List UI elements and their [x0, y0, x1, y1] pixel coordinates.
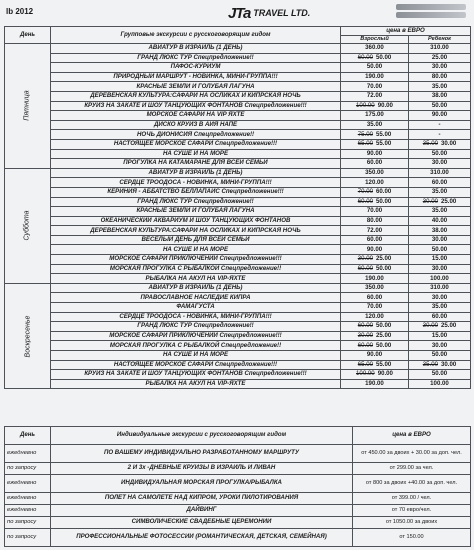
table-row: [5, 168, 471, 178]
table-row: [5, 130, 471, 140]
adult-price: 35.00: [366, 121, 383, 128]
table-row: [5, 226, 471, 236]
table-row: [5, 255, 471, 265]
adult-price-cell: [341, 178, 409, 188]
child-price-cell: [409, 139, 471, 149]
col-day-header: День: [5, 427, 51, 445]
child-old-price: 35.00: [422, 140, 438, 148]
child-price: 50.00: [431, 351, 448, 359]
child-price-cell: [409, 178, 471, 188]
excursion-name: АВИАТУР В ИЗРАИЛЬ (1 ДЕНЬ): [51, 44, 341, 54]
table-row: [5, 331, 471, 341]
child-price: 30.00: [431, 159, 448, 167]
price-cell: от 399.00 / чел.: [353, 493, 471, 505]
availability-cell: по запросу: [5, 529, 51, 547]
excursion-name: МОРСКОЕ САФАРИ ПРИКЛЮЧЕНИЙ Спецпредложение!!!: [51, 331, 341, 341]
col-adult-header: Взрослый: [341, 36, 409, 44]
excursion-name: СИМВОЛИЧЕСКИЕ СВАДЕБНЫЕ ЦЕРЕМОНИИ: [51, 517, 353, 529]
excursion-name: ГРАНД ЛЮКС ТУР Спецпредложение!!: [51, 322, 341, 332]
child-price-cell: [409, 44, 471, 54]
child-price: 30.00: [431, 236, 448, 244]
availability-cell: ежедневно: [5, 445, 51, 463]
adult-price: 175.00: [365, 111, 384, 119]
excursion-name: ПРОГУЛКА НА КАТАМАРАНЕ ДЛЯ ВСЕЙ СЕМЬИ: [51, 159, 341, 169]
child-price-cell: [409, 111, 471, 121]
child-price: 38.00: [431, 92, 448, 100]
adult-price-cell: [341, 303, 409, 313]
col-price-header: цена в ЕВРО: [353, 427, 471, 445]
child-price-cell: [409, 245, 471, 255]
excursion-name: МОРСКАЯ ПРОГУЛКА С РЫБАЛКОЙ Спецпредложение!!: [51, 264, 341, 274]
child-price-cell: [409, 293, 471, 303]
adult-price: 50.00: [376, 197, 392, 205]
child-price-cell: [409, 341, 471, 351]
table-row: [5, 341, 471, 351]
child-price: 25.00: [431, 53, 448, 61]
table2-row: [5, 517, 471, 529]
table-row: [5, 187, 471, 197]
child-price: -: [438, 130, 441, 138]
adult-price: 350.00: [365, 284, 384, 292]
adult-price: 55.00: [376, 140, 392, 148]
child-price: 30.00: [441, 360, 457, 368]
col-tours-header: Групповые экскурсии с русскоговорящим гидом: [51, 27, 341, 44]
adult-price-cell: [341, 149, 409, 159]
excursion-name: ИНДИВИДУАЛЬНАЯ МОРСКАЯ ПРОГУЛКА/РЫБАЛКА: [51, 475, 353, 493]
child-price: 25.00: [441, 322, 457, 330]
child-price-cell: [409, 130, 471, 140]
adult-price-cell: [341, 283, 409, 293]
logo-mark: JTa: [228, 4, 251, 22]
child-price: 35.00: [431, 188, 448, 196]
adult-price: 90.00: [366, 245, 383, 253]
table-row: [5, 207, 471, 217]
table2-row: [5, 529, 471, 547]
child-price: 30.00: [441, 140, 457, 148]
adult-price-cell: [341, 139, 409, 149]
adult-price: 60.00: [366, 159, 383, 167]
adult-price: 350.00: [365, 168, 384, 176]
excursion-name: ПОЛЕТ НА САМОЛЕТЕ НАД КИПРОМ, УРОКИ ПИЛОТИРОВАНИЯ: [51, 493, 353, 505]
table-row: [5, 197, 471, 207]
adult-price: 55.00: [376, 130, 392, 138]
child-price: 15.00: [431, 332, 448, 340]
table-row: [5, 91, 471, 101]
partner-logos: [396, 4, 466, 22]
adult-old-price: 60.00: [357, 341, 373, 349]
child-price-cell: [409, 274, 471, 284]
child-price-cell: [409, 168, 471, 178]
excursion-name: ГРАНД ЛЮКС ТУР Спецпредложение!!: [51, 197, 341, 207]
adult-price: 190.00: [365, 274, 384, 282]
price-cell: от 150.00: [353, 529, 471, 547]
child-price: 35.00: [431, 82, 448, 90]
adult-price: 25.00: [376, 332, 392, 340]
table-row: [5, 360, 471, 370]
adult-price-cell: [341, 226, 409, 236]
excursion-name: МОРСКОЕ САФАРИ ПРИКЛЮЧЕНИЙ Спецпредложение!!!: [51, 255, 341, 265]
adult-price: 50.00: [376, 341, 392, 349]
availability-cell: по запросу: [5, 517, 51, 529]
adult-price: 90.00: [366, 149, 383, 157]
child-price: 60.00: [431, 312, 448, 320]
adult-price: 25.00: [376, 255, 392, 263]
child-price-cell: [409, 264, 471, 274]
excursion-name: КРУИЗ НА ЗАКАТЕ И ШОУ ТАНЦУЮЩИХ ФОНТАНОВ Спецпредложение!!!: [51, 370, 341, 380]
child-price: 90.00: [431, 111, 448, 119]
adult-price: 50.00: [376, 53, 392, 61]
excursion-name: 2 И 3х -ДНЕВНЫЕ КРУИЗЫ В ИЗРАИЛЬ И ЛИВАН: [51, 463, 353, 475]
child-price-cell: [409, 82, 471, 92]
adult-price: 80.00: [366, 216, 383, 224]
child-price-cell: [409, 351, 471, 361]
adult-price-cell: [341, 322, 409, 332]
excursion-name: ПАФОС-КУРИУМ: [51, 63, 341, 73]
child-price-cell: [409, 91, 471, 101]
adult-price: 120.00: [365, 178, 384, 186]
child-price-cell: [409, 226, 471, 236]
adult-price: 60.00: [366, 293, 383, 301]
table-row: [5, 101, 471, 111]
table-row: [5, 120, 471, 130]
adult-old-price: 60.00: [357, 322, 373, 330]
adult-old-price: 65.00: [357, 140, 373, 148]
col-day-header: День: [5, 27, 51, 44]
excursion-name: РЫБАЛКА НА АКУЛ НА VIP-ЯХТЕ: [51, 379, 341, 389]
child-price: 15.00: [431, 255, 448, 263]
adult-price-cell: [341, 379, 409, 389]
adult-price-cell: [341, 264, 409, 274]
child-price: 38.00: [431, 226, 448, 234]
table-row: [5, 312, 471, 322]
table2-row: [5, 475, 471, 493]
adult-old-price: 30.00: [357, 255, 373, 263]
group-tours-table: [4, 26, 471, 389]
adult-price-cell: [341, 312, 409, 322]
child-price: 60.00: [431, 178, 448, 186]
excursion-name: СЕРДЦЕ ТРООДОСА - НОВИНКА, МИНИ-ГРУППА!!!: [51, 178, 341, 188]
table-row: [5, 283, 471, 293]
adult-price-cell: [341, 207, 409, 217]
excursion-name: ПО ВАШЕМУ ИНДИВИДУАЛЬНО РАЗРАБОТАННОМУ МАРШРУТУ: [51, 445, 353, 463]
day-cell: [5, 44, 51, 169]
excursion-name: НАСТОЯЩЕЕ МОРСКОЕ САФАРИ Спецпредложение!!!: [51, 360, 341, 370]
adult-price: 360.00: [365, 44, 384, 52]
child-old-price: 30.00: [422, 322, 438, 330]
adult-price-cell: [341, 331, 409, 341]
table-row: [5, 370, 471, 380]
excursion-name: ДЕРЕВЕНСКАЯ КУЛЬТУРА:САФАРИ НА ОСЛИКАХ И КИПРСКАЯ НОЧЬ: [51, 91, 341, 101]
child-price-cell: [409, 379, 471, 389]
adult-price-cell: [341, 341, 409, 351]
child-price: 50.00: [431, 101, 448, 109]
child-price-cell: [409, 360, 471, 370]
child-price-cell: [409, 159, 471, 169]
table2-row: [5, 505, 471, 517]
child-price-cell: [409, 120, 471, 130]
table2-row: [5, 493, 471, 505]
child-price: 40.00: [431, 216, 448, 224]
excursion-name: КЕРИНИЯ - АББАТСТВО БЕЛЛАПАИС Спецпредложение!!!: [51, 187, 341, 197]
child-price-cell: [409, 63, 471, 73]
price-cell: от 70 евро/чел.: [353, 505, 471, 517]
adult-price-cell: [341, 216, 409, 226]
price-cell: от 1050.00 за двоих: [353, 517, 471, 529]
table-row: [5, 149, 471, 159]
adult-price-cell: [341, 159, 409, 169]
child-old-price: 35.00: [422, 360, 438, 368]
table-row: [5, 139, 471, 149]
child-price: 310.00: [430, 44, 449, 52]
adult-price-cell: [341, 82, 409, 92]
child-price-cell: [409, 187, 471, 197]
excursion-name: КРУИЗ НА ЗАКАТЕ И ШОУ ТАНЦУЮЩИХ ФОНТАНОВ Спецпредложение!!!: [51, 101, 341, 111]
excursion-name: МОРСКОЕ САФАРИ НА VIP ЯХТЕ: [51, 111, 341, 121]
child-price-cell: [409, 255, 471, 265]
child-price-cell: [409, 149, 471, 159]
adult-price-cell: [341, 187, 409, 197]
excursion-name: НА СУШЕ И НА МОРЕ: [51, 351, 341, 361]
adult-price: 90.00: [377, 370, 393, 378]
child-price-cell: [409, 283, 471, 293]
excursion-name: СЕРДЦЕ ТРООДОСА - НОВИНКА, МИНИ-ГРУППА!!!: [51, 312, 341, 322]
excursion-name: РЫБАЛКА НА АКУЛ НА VIP-ЯХТЕ: [51, 274, 341, 284]
day-cell: [5, 168, 51, 283]
child-price: 310.00: [430, 284, 449, 292]
adult-price-cell: [341, 245, 409, 255]
child-price: 50.00: [431, 370, 448, 378]
adult-old-price: 75.00: [357, 130, 373, 138]
child-price: 310.00: [430, 168, 449, 176]
child-price: 30.00: [431, 341, 448, 349]
table-row: [5, 63, 471, 73]
adult-price: 190.00: [365, 380, 384, 388]
excursion-name: НА СУШЕ И НА МОРЕ: [51, 245, 341, 255]
excursion-name: ДАЙВИНГ: [51, 505, 353, 517]
excursion-name: ПРОФЕССИОНАЛЬНЫЕ ФОТОСЕССИИ (РОМАНТИЧЕСКАЯ, ДЕТСКАЯ, СЕМЕЙНАЯ): [51, 529, 353, 547]
excursion-name: КРАСНЫЕ ЗЕМЛИ И ГОЛУБАЯ ЛАГУНА: [51, 207, 341, 217]
table-row: [5, 322, 471, 332]
excursion-name: НАСТОЯЩЕЕ МОРСКОЕ САФАРИ Спецпредложение!!!: [51, 139, 341, 149]
adult-price-cell: [341, 360, 409, 370]
child-price: 50.00: [431, 149, 448, 157]
child-price-cell: [409, 72, 471, 82]
adult-price-cell: [341, 91, 409, 101]
child-price-cell: [409, 331, 471, 341]
availability-cell: ежедневно: [5, 475, 51, 493]
child-price-cell: [409, 370, 471, 380]
adult-price: 70.00: [366, 303, 383, 311]
day-label: Воскресенье: [24, 315, 32, 358]
child-price: 30.00: [431, 63, 448, 71]
excursion-name: ПРИРОДНЫЙ МАРШРУТ - НОВИНКА, МИНИ-ГРУППА!!!: [51, 72, 341, 82]
child-price: -: [438, 121, 441, 128]
table-row: [5, 293, 471, 303]
adult-price: 60.00: [366, 236, 383, 244]
child-price-cell: [409, 303, 471, 313]
child-price-cell: [409, 101, 471, 111]
excursion-name: АВИАТУР В ИЗРАИЛЬ (1 ДЕНЬ): [51, 283, 341, 293]
excursion-name: ФАМАГУСТА: [51, 303, 341, 313]
adult-price: 70.00: [366, 207, 383, 215]
day-label: Пятница: [24, 90, 31, 122]
table-row: [5, 53, 471, 63]
child-price: 100.00: [430, 380, 449, 388]
excursion-name: АВИАТУР В ИЗРАИЛЬ (1 ДЕНЬ): [51, 168, 341, 178]
availability-cell: ежедневно: [5, 493, 51, 505]
table-row: [5, 44, 471, 54]
table-row: [5, 82, 471, 92]
child-price-cell: [409, 322, 471, 332]
child-price-cell: [409, 197, 471, 207]
adult-price: 70.00: [366, 82, 383, 90]
adult-price-cell: [341, 274, 409, 284]
child-price: 80.00: [431, 73, 448, 81]
child-price: 35.00: [431, 207, 448, 215]
adult-price-cell: [341, 101, 409, 111]
logo-text: TRAVEL LTD.: [253, 8, 311, 18]
child-price-cell: [409, 53, 471, 63]
adult-price-cell: [341, 53, 409, 63]
adult-price: 50.00: [376, 264, 392, 272]
table-row: [5, 351, 471, 361]
table2-row: [5, 445, 471, 463]
day-label: Суббота: [23, 210, 31, 241]
adult-old-price: 60.00: [357, 264, 373, 272]
table-row: [5, 274, 471, 284]
top-left-label: lb 2012: [6, 7, 34, 16]
adult-old-price: 70.00: [357, 188, 373, 196]
adult-price-cell: [341, 370, 409, 380]
child-price: 25.00: [441, 197, 457, 205]
table2-header-row: [5, 427, 471, 445]
price-cell: от 450.00 за двоих + 30.00 за доп. чел.: [353, 445, 471, 463]
excursion-name: ПРАВОСЛАВНОЕ НАСЛЕДИЕ КИПРА: [51, 293, 341, 303]
adult-price: 60.00: [376, 188, 392, 196]
excursion-name: ДИСКО КРУИЗ В АЙЯ НАПЕ: [51, 120, 341, 130]
child-price: 30.00: [431, 264, 448, 272]
price-cell: от 800 за двоих +40.00 за доп. чел.: [353, 475, 471, 493]
adult-old-price: 100.00: [356, 370, 375, 378]
col-price-header: цена в ЕВРО: [341, 27, 471, 36]
table-row: [5, 159, 471, 169]
excursion-name: НОЧЬ ДИОНИСИЯ Спецпредложение!!: [51, 130, 341, 140]
individual-tours-table: [4, 426, 471, 547]
child-price: 35.00: [431, 303, 448, 311]
table-row: [5, 72, 471, 82]
adult-price-cell: [341, 235, 409, 245]
child-price: 100.00: [430, 274, 449, 282]
table-row: [5, 379, 471, 389]
availability-cell: ежедневно: [5, 505, 51, 517]
adult-price: 90.00: [366, 351, 383, 359]
table-row: [5, 303, 471, 313]
availability-cell: по запросу: [5, 463, 51, 475]
col-child-header: Ребенок: [409, 36, 471, 44]
adult-old-price: 30.00: [357, 332, 373, 340]
adult-price-cell: [341, 130, 409, 140]
adult-old-price: 60.00: [357, 197, 373, 205]
price-cell: от 299.00 за чел.: [353, 463, 471, 475]
excursion-name: ДЕРЕВЕНСКАЯ КУЛЬТУРА:САФАРИ НА ОСЛИКАХ И КИПРСКАЯ НОЧЬ: [51, 226, 341, 236]
child-price-cell: [409, 216, 471, 226]
day-cell: [5, 283, 51, 389]
table-row: [5, 264, 471, 274]
jta-travel-logo: [228, 5, 310, 21]
table-row: [5, 178, 471, 188]
child-price-cell: [409, 312, 471, 322]
table-row: [5, 216, 471, 226]
excursion-name: НА СУШЕ И НА МОРЕ: [51, 149, 341, 159]
adult-price: 120.00: [365, 312, 384, 320]
child-price: 50.00: [431, 245, 448, 253]
adult-price-cell: [341, 197, 409, 207]
adult-price-cell: [341, 293, 409, 303]
adult-price-cell: [341, 120, 409, 130]
adult-price-cell: [341, 63, 409, 73]
adult-old-price: 65.00: [357, 360, 373, 368]
child-price: 30.00: [431, 293, 448, 301]
adult-old-price: 100.00: [356, 101, 375, 109]
adult-price: 90.00: [377, 101, 393, 109]
table-row: [5, 245, 471, 255]
table-row: [5, 235, 471, 245]
adult-price: 55.00: [376, 360, 392, 368]
excursion-name: КРАСНЫЕ ЗЕМЛИ И ГОЛУБАЯ ЛАГУНА: [51, 82, 341, 92]
adult-price-cell: [341, 111, 409, 121]
adult-price: 72.00: [366, 92, 383, 100]
table-header-row: [5, 27, 471, 36]
adult-old-price: 60.00: [357, 53, 373, 61]
adult-price-cell: [341, 168, 409, 178]
excursion-name: ГРАНД ЛЮКС ТУР Спецпредложение!!: [51, 53, 341, 63]
adult-price-cell: [341, 255, 409, 265]
adult-price-cell: [341, 351, 409, 361]
adult-price-cell: [341, 44, 409, 54]
adult-price-cell: [341, 72, 409, 82]
table2-row: [5, 463, 471, 475]
adult-price: 72.00: [366, 226, 383, 234]
child-old-price: 30.00: [422, 197, 438, 205]
col-tours-header: Индивидуальные экскурсии с русскоговорящим гидом: [51, 427, 353, 445]
child-price-cell: [409, 207, 471, 217]
excursion-name: ВЕСЕЛЫЙ ДЕНЬ ДЛЯ ВСЕЙ СЕМЬИ: [51, 235, 341, 245]
adult-price: 190.00: [365, 73, 384, 81]
excursion-name: МОРСКАЯ ПРОГУЛКА С РЫБАЛКОЙ Спецпредложение!!: [51, 341, 341, 351]
child-price-cell: [409, 235, 471, 245]
table-row: [5, 111, 471, 121]
adult-price: 50.00: [366, 63, 383, 71]
adult-price: 50.00: [376, 322, 392, 330]
excursion-name: ОКЕАНИЧЕСКИЙ АКВАРИУМ И ШОУ ТАНЦУЮЩИХ ФОНТАНОВ: [51, 216, 341, 226]
